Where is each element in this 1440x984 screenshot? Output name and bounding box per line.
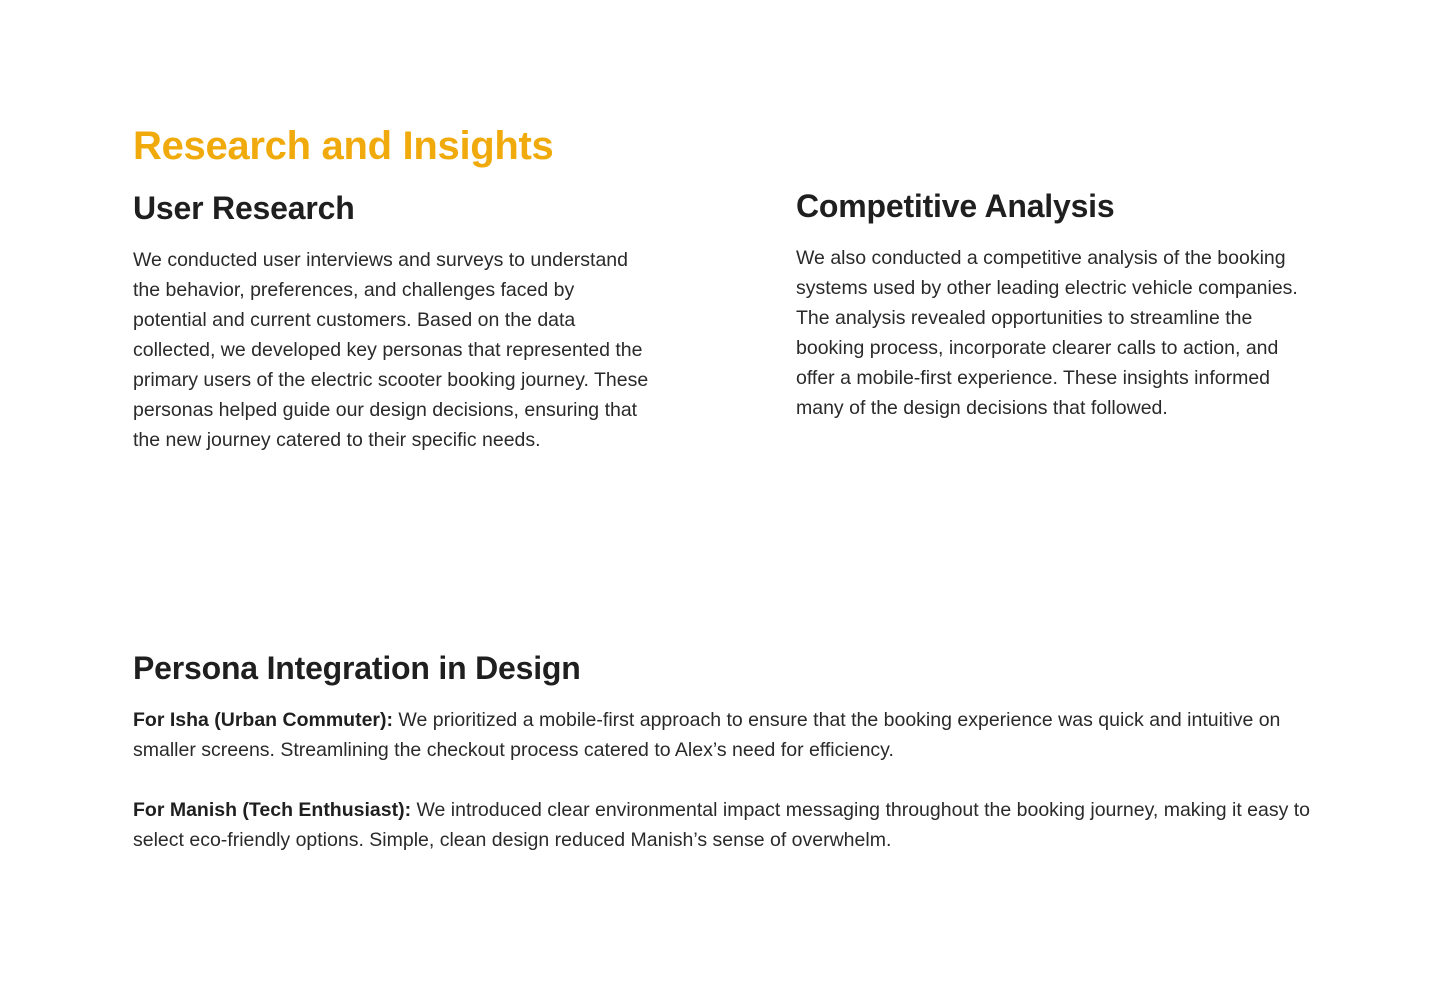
competitive-analysis-column bbox=[796, 184, 1316, 423]
persona-label: For Manish (Tech Enthusiast): bbox=[133, 799, 412, 821]
section-title: Research and Insights bbox=[133, 124, 554, 168]
persona-integration-section bbox=[133, 646, 1313, 855]
persona-label: For Isha (Urban Commuter): bbox=[133, 709, 394, 731]
persona-item-isha bbox=[133, 705, 1313, 765]
user-research-paragraph: We conducted user interviews and surveys to understand the behavior, preferences, and challenges faced by potential and current customers. Based on the data collected, we developed key personas that represented the primary users of the electric scooter booking journey. These personas helped guide our design decisions, ensuring that the new journey catered to their specific needs. bbox=[133, 249, 649, 451]
persona-list bbox=[133, 705, 1313, 855]
persona-item-manish bbox=[133, 795, 1313, 855]
persona-description: We prioritized a mobile-first approach to ensure that the booking experience was quick and intuitive on smaller screens. Streamlining the checkout process catered to Alex’s need for efficiency. bbox=[133, 709, 1281, 761]
user-research-heading: User Research bbox=[133, 190, 355, 226]
user-research-column bbox=[133, 186, 653, 455]
competitive-analysis-heading: Competitive Analysis bbox=[796, 188, 1115, 224]
persona-description: We introduced clear environmental impact messaging throughout the booking journey, making it easy to select eco-friendly options. Simple, clean design reduced Manish’s sense of overwhelm. bbox=[133, 799, 1311, 851]
persona-integration-heading: Persona Integration in Design bbox=[133, 650, 581, 686]
competitive-analysis-paragraph: We also conducted a competitive analysis of the booking systems used by other leading electric vehicle companies. The analysis revealed opportunities to streamline the booking process, incorporate clearer calls to action, and offer a mobile-first experience. These insights informed many of the design decisions that followed. bbox=[796, 247, 1298, 419]
